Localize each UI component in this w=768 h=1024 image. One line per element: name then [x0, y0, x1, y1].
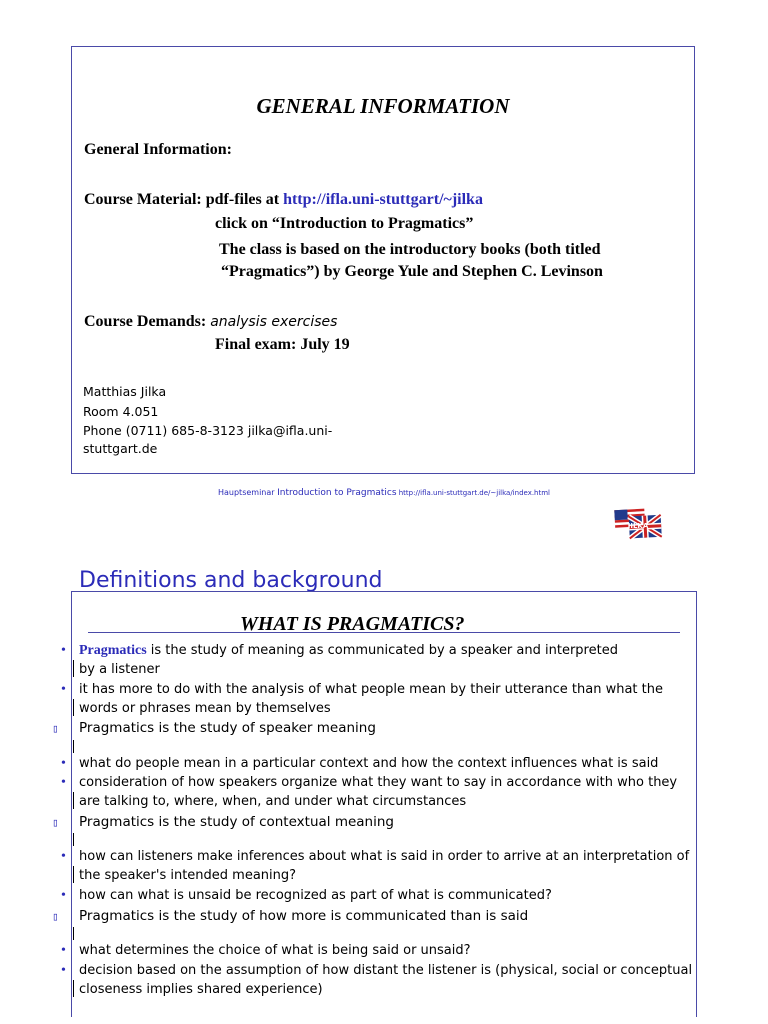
- flag-label: JILKA: [627, 522, 649, 530]
- bullet2-line2: words or phrases mean by themselves: [79, 701, 331, 716]
- point2: Pragmatics is the study of contextual meaning: [79, 814, 394, 830]
- course-material-label: Course Material: pdf-files at: [84, 191, 284, 208]
- course-demands-value: analysis exercises: [210, 314, 338, 330]
- text-bar: [73, 833, 74, 846]
- bullet1-line1: [79, 643, 618, 659]
- course-demands-label: Course Demands:: [84, 313, 211, 330]
- bullet4-line2: are talking to, where, when, and under what circumstances: [79, 794, 467, 809]
- bullet4-line1: consideration of how speakers organize what they want to say in accordance with who they: [79, 775, 678, 790]
- text-bar: [73, 740, 74, 753]
- flag-icon: [613, 504, 663, 542]
- caption-url[interactable]: http://ifla.uni-stuttgart.de/~jilka/index.html: [396, 489, 551, 497]
- point-box-icon: ▯: [52, 910, 59, 923]
- bullet2-line1: it has more to do with the analysis of what people mean by their utterance than what the: [79, 682, 663, 697]
- bullet8-line2: closeness implies shared experience): [79, 982, 323, 997]
- bullet-dot: •: [61, 756, 66, 771]
- bullet-dot: •: [61, 963, 66, 978]
- bullet-dot: •: [61, 682, 66, 697]
- text-bar: [73, 980, 74, 997]
- class-basis-line1: The class is based on the introductory books (both titled: [219, 241, 601, 258]
- general-info-label: General Information:: [84, 141, 232, 158]
- bullet1-rest: is the study of meaning as communicated by a speaker and interpreted: [146, 643, 618, 658]
- text-bar: [73, 699, 74, 716]
- course-material-line: [84, 191, 483, 209]
- text-bar: [73, 927, 74, 940]
- final-exam: Final exam: July 19: [215, 336, 350, 353]
- bullet5-line2: the speaker's intended meaning?: [79, 868, 297, 883]
- bullet-dot: •: [61, 643, 66, 658]
- course-material-link[interactable]: http://ifla.uni-stuttgart/~jilka: [283, 191, 483, 208]
- slide-general-information: [71, 46, 695, 474]
- bullet8-line1: decision based on the assumption of how distant the listener is (physical, social or conceptual: [79, 963, 693, 978]
- text-bar: [73, 660, 74, 677]
- slide2-title: WHAT IS PRAGMATICS?: [240, 613, 465, 635]
- bullet-dot: •: [61, 943, 66, 958]
- bullet-dot: •: [61, 888, 66, 903]
- caption-prefix: Hauptseminar: [217, 488, 278, 497]
- point3: Pragmatics is the study of how more is communicated than is said: [79, 908, 529, 924]
- slide-title: GENERAL INFORMATION: [256, 94, 510, 118]
- class-basis-line2: “Pragmatics”) by George Yule and Stephen C. Levinson: [221, 263, 603, 280]
- click-instruction: click on “Introduction to Pragmatics”: [215, 215, 474, 232]
- contact-phone-line1: Phone (0711) 685-8-3123 jilka@ifla.uni-: [83, 423, 333, 438]
- point-box-icon: ▯: [52, 816, 59, 829]
- bullet1-strong: Pragmatics: [79, 643, 147, 658]
- point-box-icon: ▯: [52, 722, 59, 735]
- contact-room: Room 4.051: [83, 404, 159, 419]
- bullet6: how can what is unsaid be recognized as part of what is communicated?: [79, 888, 552, 903]
- bullet-dot: •: [61, 775, 66, 790]
- course-demands-line: [84, 313, 337, 331]
- bullet7: what determines the choice of what is being said or unsaid?: [79, 943, 471, 958]
- caption-title: Introduction to Pragmatics: [277, 488, 397, 498]
- contact-phone-line2: stuttgart.de: [83, 441, 158, 456]
- bullet5-line1: how can listeners make inferences about what is said in order to arrive at an interpretation of: [79, 849, 690, 864]
- title-underline: [88, 632, 680, 633]
- contact-name: Matthias Jilka: [83, 384, 167, 399]
- point1: Pragmatics is the study of speaker meaning: [79, 720, 376, 736]
- bullet1-line2: by a listener: [79, 662, 160, 677]
- bullet-dot: •: [61, 849, 66, 864]
- text-bar: [73, 792, 74, 809]
- text-bar: [73, 866, 74, 883]
- slide-caption: [0, 488, 768, 498]
- bullet3: what do people mean in a particular context and how the context influences what is said: [79, 756, 659, 771]
- section-heading: Definitions and background: [79, 568, 383, 593]
